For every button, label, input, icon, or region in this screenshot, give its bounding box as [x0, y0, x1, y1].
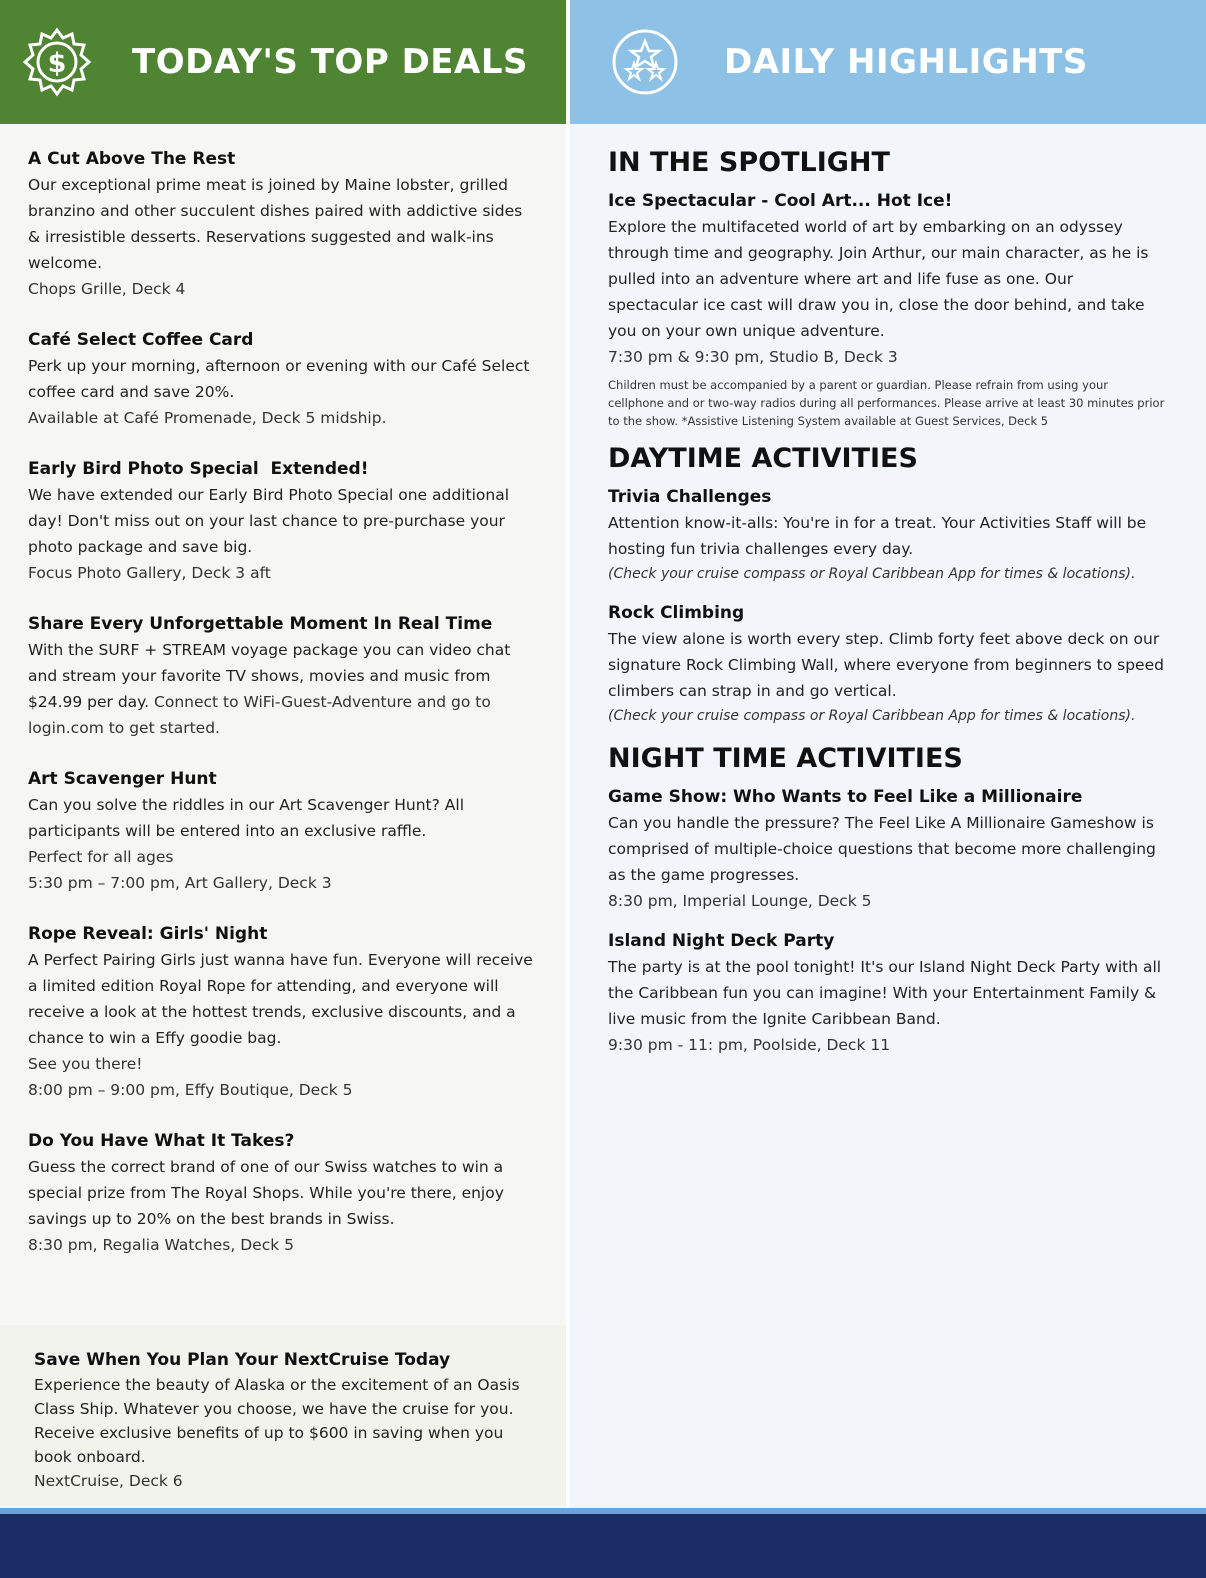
- activity-body: Can you handle the pressure? The Feel Like A Millionaire Gameshow is comprised of multiple-choice questions that become more challenging as the game progresses.: [608, 814, 1156, 884]
- deal-location: Focus Photo Gallery, Deck 3 aft: [28, 564, 271, 582]
- nighttime-section-title: NIGHT TIME ACTIVITIES: [608, 743, 963, 774]
- activity-body: Attention know-it-alls: You're in for a treat. Your Activities Staff will be hosting fun trivia challenges every day.: [608, 514, 1147, 558]
- activity-body: The view alone is worth every step. Climb forty feet above deck on our signature Rock Climbing Wall, where everyone from beginners to speed climbers can strap in and go vertical.: [608, 630, 1164, 700]
- deals-list: [0, 124, 566, 1258]
- deal-item: [28, 766, 536, 896]
- deal-location: 8:30 pm, Regalia Watches, Deck 5: [28, 1236, 294, 1254]
- deal-location: Connect to WiFi-Guest-Adventure and go to login.com to get started.: [28, 693, 491, 737]
- deal-location: Available at Café Promenade, Deck 5 midship.: [28, 409, 387, 427]
- promo-location: NextCruise, Deck 6: [34, 1472, 183, 1490]
- deal-title: Early Bird Photo Special Extended!: [28, 459, 369, 479]
- daily-highlights-header: [570, 0, 1206, 124]
- top-deals-title: TODAY'S TOP DEALS: [132, 42, 528, 82]
- deal-title: Café Select Coffee Card: [28, 330, 254, 350]
- activity-item: [608, 784, 1166, 914]
- deal-body: A Perfect Pairing Girls just wanna have fun. Everyone will receive a limited edition Royal Rope for attending, and everyone will receive a look at the hottest trends, exclusive discounts, and a chance to win a Effy goodie bag.: [28, 951, 533, 1047]
- deal-item: [28, 611, 536, 741]
- top-deals-header: [0, 0, 566, 124]
- activity-body: The party is at the pool tonight! It's our Island Night Deck Party with all the Caribbean fun you can imagine! With your Entertainment Family & live music from the Ignite Caribbean Band.: [608, 958, 1162, 1028]
- activity-item: [608, 928, 1166, 1058]
- spotlight-section-title: IN THE SPOTLIGHT: [608, 147, 890, 178]
- promo-body: Experience the beauty of Alaska or the excitement of an Oasis Class Ship. Whatever you choose, we have the cruise for you. Receive exclusive benefits of up to $600 in saving when you book onboard.: [34, 1376, 520, 1466]
- spotlight-title: Ice Spectacular - Cool Art... Hot Ice!: [608, 191, 953, 211]
- deal-body-text: With the SURF + STREAM voyage package you can video chat and stream your favorite TV shows, movies and music from $24.99 per day.: [28, 641, 511, 711]
- deal-item: [28, 921, 536, 1103]
- deal-location: 5:30 pm – 7:00 pm, Art Gallery, Deck 3: [28, 874, 332, 892]
- activity-title: Trivia Challenges: [608, 487, 772, 507]
- footer-band: [0, 1508, 1206, 1578]
- deal-extra: See you there!: [28, 1055, 143, 1073]
- deal-item: [28, 146, 536, 302]
- deal-body: Can you solve the riddles in our Art Scavenger Hunt? All participants will be entered into an exclusive raffle.: [28, 796, 465, 840]
- deal-item: [28, 1128, 536, 1258]
- deal-body: Our exceptional prime meat is joined by Maine lobster, grilled branzino and other succulent dishes paired with addictive sides & irresistible desserts. Reservations suggested and walk-ins welcome.: [28, 176, 523, 272]
- activity-title: Game Show: Who Wants to Feel Like a Millionaire: [608, 787, 1083, 807]
- deal-title: Rope Reveal: Girls' Night: [28, 924, 268, 944]
- deal-title: Do You Have What It Takes?: [28, 1131, 295, 1151]
- deal-body: Perk up your morning, afternoon or evening with our Café Select coffee card and save 20%.: [28, 357, 530, 401]
- activity-item: [608, 600, 1166, 728]
- promo-title: Save When You Plan Your NextCruise Today: [34, 1350, 451, 1370]
- activity-item: [608, 484, 1166, 586]
- deal-title: A Cut Above The Rest: [28, 149, 236, 169]
- daytime-section-title: DAYTIME ACTIVITIES: [608, 443, 918, 474]
- spotlight-body: Explore the multifaceted world of art by embarking on an odyssey through time and geography. Join Arthur, our main character, as he is pulled into an adventure where art and life fuse as one. Our spectacular ice cast will draw you in, close the door behind, and take you on your own unique adventure.: [608, 218, 1149, 340]
- deal-body: [28, 637, 536, 741]
- deal-extra: Perfect for all ages: [28, 848, 174, 866]
- deal-title: Art Scavenger Hunt: [28, 769, 217, 789]
- spotlight-location: 7:30 pm & 9:30 pm, Studio B, Deck 3: [608, 348, 898, 366]
- deal-title: Share Every Unforgettable Moment In Real Time: [28, 614, 493, 634]
- activity-note: (Check your cruise compass or Royal Caribbean App for times & locations).: [608, 708, 1136, 724]
- deal-location: 8:00 pm – 9:00 pm, Effy Boutique, Deck 5: [28, 1081, 353, 1099]
- daily-highlights-title: DAILY HIGHLIGHTS: [724, 42, 1088, 82]
- deal-item: [28, 327, 536, 431]
- footer-stripe: [0, 1508, 1206, 1514]
- highlights-content: [570, 124, 1206, 1058]
- daily-highlights-column: [570, 0, 1206, 1520]
- nextcruise-promo: [0, 1325, 566, 1505]
- activity-location: 9:30 pm - 11: pm, Poolside, Deck 11: [608, 1036, 891, 1054]
- dollar-badge-icon: [22, 27, 92, 97]
- spotlight-fine-print: Children must be accompanied by a parent or guardian. Please refrain from using your cellphone and or two-way radios during all performances. Please arrive at least 30 minutes prior to the show. *Assistive Listening System available at Guest Services, Deck 5: [608, 378, 1165, 428]
- spotlight-item: [608, 188, 1166, 430]
- top-deals-column: [0, 0, 566, 1520]
- stars-badge-icon: [610, 27, 680, 97]
- deal-body: Guess the correct brand of one of our Swiss watches to win a special prize from The Royal Shops. While you're there, enjoy savings up to 20% on the best brands in Swiss.: [28, 1158, 504, 1228]
- activity-location: 8:30 pm, Imperial Lounge, Deck 5: [608, 892, 872, 910]
- deal-location: Chops Grille, Deck 4: [28, 280, 186, 298]
- deal-item: [28, 456, 536, 586]
- svg-text:$: $: [47, 48, 67, 79]
- activity-note: (Check your cruise compass or Royal Caribbean App for times & locations).: [608, 566, 1136, 582]
- deal-body: We have extended our Early Bird Photo Special one additional day! Don't miss out on your last chance to pre-purchase your photo package and save big.: [28, 486, 509, 556]
- activity-title: Rock Climbing: [608, 603, 745, 623]
- activity-title: Island Night Deck Party: [608, 931, 835, 951]
